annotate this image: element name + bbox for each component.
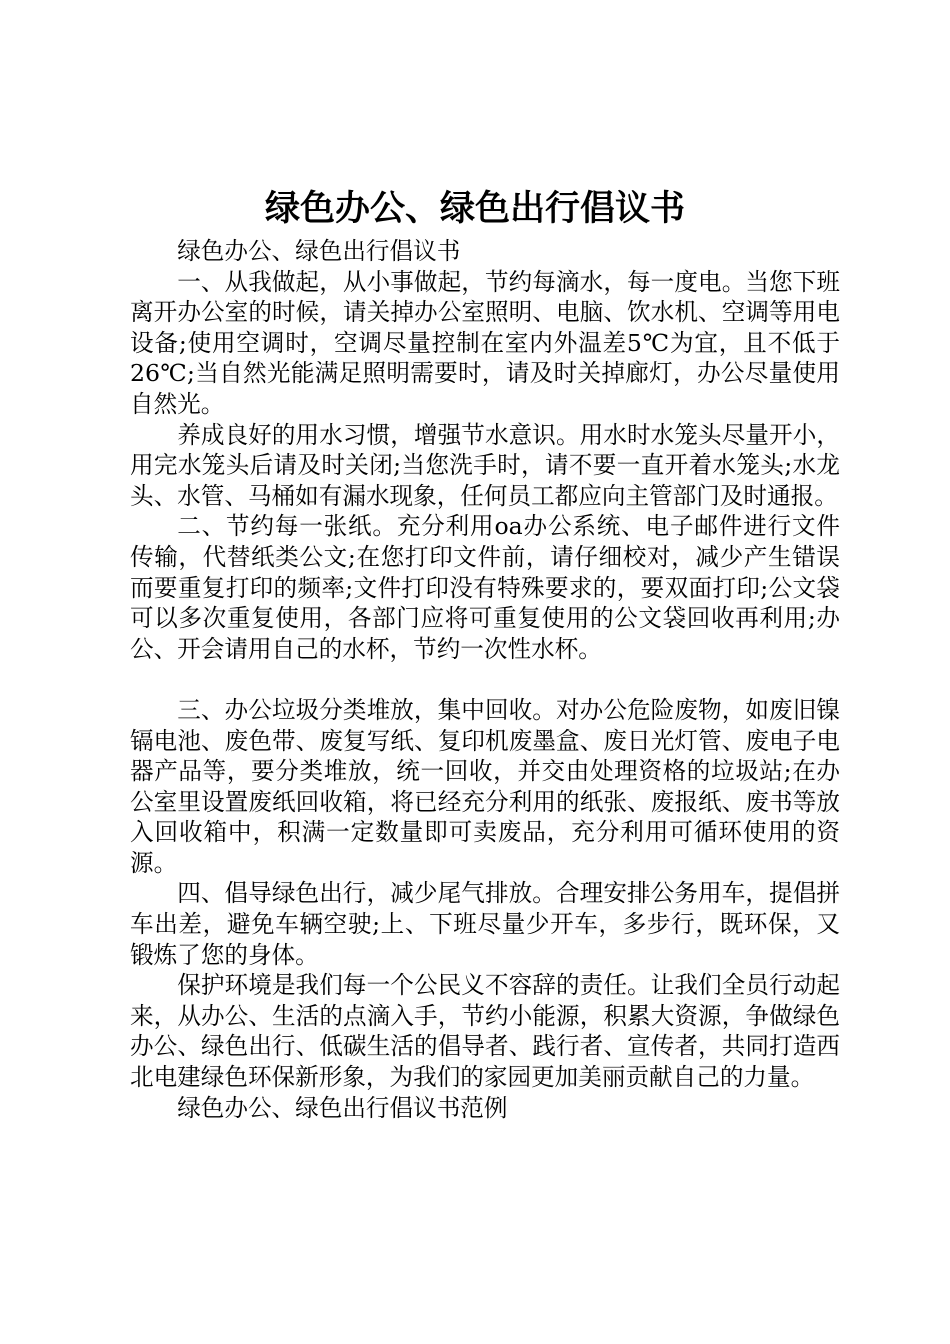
- paragraph-example-heading: 绿色办公、绿色出行倡议书范例: [177, 1093, 508, 1122]
- paragraph-save-electricity: 一、从我做起，从小事做起，节约每滴水，每一度电。当您下班离开办公室的时候，请关掉办公室照明、电脑、饮水机、空调等用电设备;使用空调时，空调尽量控制在室内外温差5℃为宜，且不低于26℃;当自然光能满足照明需要时，请及时关掉廊灯，办公尽量使用自然光。: [130, 267, 840, 418]
- paragraph-green-travel: 四、倡导绿色出行，减少尾气排放。合理安排公务用车，提倡拼车出差，避免车辆空驶;上、下班尽量少开车，多步行，既环保，又锻炼了您的身体。: [130, 879, 840, 969]
- subtitle-paragraph: 绿色办公、绿色出行倡议书: [177, 237, 461, 265]
- paragraph-waste-sorting: 三、办公垃圾分类堆放，集中回收。对办公危险废物，如废旧镍镉电池、废色带、废复写纸、复印机废墨盒、废日光灯管、废电子电器产品等，要分类堆放，统一回收，并交由处理资格的垃圾站;在办公室里设置废纸回收箱，将已经充分利用的纸张、废报纸、废书等放入回收箱中，积满一定数量即可卖废品，充分利用可循环使用的资源。: [130, 695, 840, 877]
- blank-line: [130, 664, 840, 695]
- paragraph-save-paper: 二、节约每一张纸。充分利用oa办公系统、电子邮件进行文件传输，代替纸类公文;在您打印文件前，请仔细校对，减少产生错误而要重复打印的频率;文件打印没有特殊要求的，要双面打印;公文袋可以多次重复使用，各部门应将可重复使用的公文袋回收再利用;办公、开会请用自己的水杯，节约一次性水杯。: [130, 512, 840, 663]
- document-body: [130, 236, 840, 1123]
- paragraph-closing: 保护环境是我们每一个公民义不容辞的责任。让我们全员行动起来，从办公、生活的点滴入手，节约小能源，积累大资源，争做绿色办公、绿色出行、低碳生活的倡导者、践行者、宣传者，共同打造西北电建绿色环保新形象，为我们的家园更加美丽贡献自己的力量。: [130, 971, 840, 1092]
- paragraph-save-water: 养成良好的用水习惯，增强节水意识。用水时水笼头尽量开小，用完水笼头后请及时关闭;当您洗手时，请不要一直开着水笼头;水龙头、水管、马桶如有漏水现象，任何员工都应向主管部门及时通报。: [130, 420, 840, 510]
- document-title: 绿色办公、绿色出行倡议书: [264, 188, 685, 229]
